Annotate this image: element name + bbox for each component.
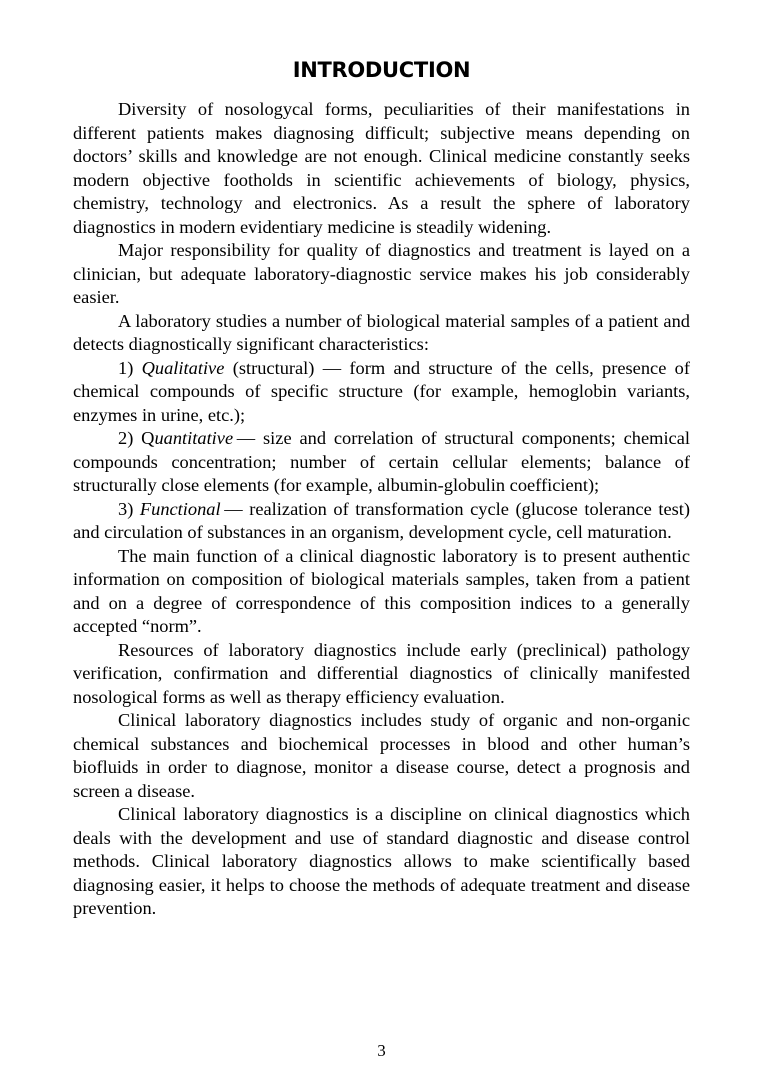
page-title: INTRODUCTION [292,58,471,82]
list-item-number: 1) [118,357,142,378]
paragraph-8: Resources of laboratory diagnostics include early (preclinical) pathology verification, confirmation and differential diagnostics of clinically manifested nosological forms as well as therapy efficiency evaluation. [73,639,690,707]
list-item-text: (structural) — form and structure of the cells, presence of chemical compounds of specific structure (for example, hemoglobin variants, enzymes in urine, etc.); [73,357,690,425]
list-item-quantitative [73,427,690,498]
document-page [73,56,690,921]
term-functional: Functional [139,498,221,519]
list-item-number: 3) [118,498,140,519]
list-item-text: — size and correlation of structural components; chemical compounds concentration; number of certain cellular elements; balance of structurally close elements (for example, albumin-globulin coefficient); [73,428,690,495]
paragraph-9: Clinical laboratory diagnostics includes study of organic and non-organic chemical substances and biochemical processes in blood and other human’s biofluids in order to diagnose, monitor a disease course, detect a prognosis and screen a disease. [73,710,690,801]
paragraph-3: A laboratory studies a number of biological material samples of a patient and detects diagnostically significant characteristics: [73,310,690,354]
term-quantitative: uantitative [154,428,234,448]
paragraph-10: Clinical laboratory diagnostics is a discipline on clinical diagnostics which deals with the development and use of standard diagnostic and disease control methods. Clinical laboratory diagnostics allows to make scientifically based diagnosing easier, it helps to choose the methods of adequate treatment and disease prevention. [73,804,690,918]
list-item-qualitative [73,357,690,428]
paragraph-2: Major responsibility for quality of diagnostics and treatment is layed on a clinician, but adequate laboratory-diagnostic service makes his job considerably easier. [73,240,690,307]
paragraph-7: The main function of a clinical diagnostic laboratory is to present authentic information on composition of biological materials samples, taken from a patient and on a degree of correspondence of this composition indices to a generally accepted “norm”. [73,545,690,636]
paragraph-1: Diversity of nosologycal forms, peculiarities of their manifestations in different patients makes diagnosing difficult; subjective means depending on doctors’ skills and knowledge are not enough. Clinical medicine constantly seeks modern objective footholds in scientific achievements of biology, physics, chemistry, technology and electronics. As a result the sphere of laboratory diagnostics in modern evidentiary medicine is steadily widening. [73,99,690,237]
list-item-number: 2) Q [118,428,155,448]
term-qualitative: Qualitative [141,357,225,378]
list-item-functional [73,498,690,545]
list-item-text: — realization of transformation cycle (glucose tolerance test) and circulation of substances in an organism, development cycle, cell maturation. [73,498,690,542]
page-number: 3 [377,1041,386,1060]
